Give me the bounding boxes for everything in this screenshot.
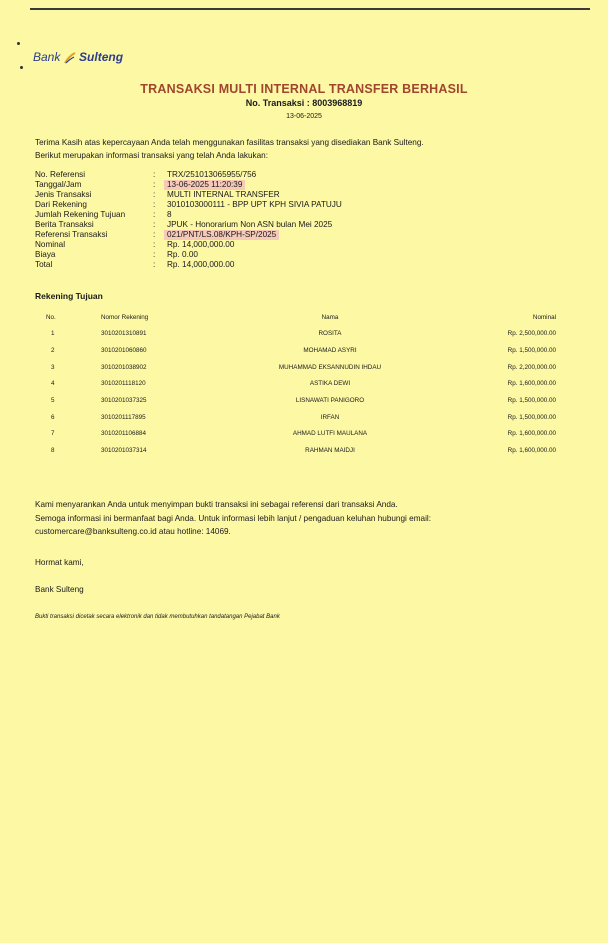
detail-label: Berita Transaksi [35, 220, 94, 229]
bank-signature: Bank Sulteng [35, 585, 84, 594]
detail-label: Dari Rekening [35, 200, 87, 209]
table-row [0, 414, 608, 426]
detail-label: No. Referensi [35, 170, 86, 179]
cell-nama: LISNAWATI PANIGORO [295, 397, 365, 404]
logo-swoosh-icon [64, 52, 76, 64]
salutation: Hormat kami, [35, 558, 84, 567]
cell-nominal: Rp. 2,200,000.00 [507, 364, 556, 371]
detail-label: Total [35, 260, 53, 269]
detail-colon: : [153, 240, 156, 249]
intro-text [35, 137, 424, 162]
detail-value: JPUK - Honorarium Non ASN bulan Mei 2025 [167, 220, 333, 229]
scan-dot [17, 42, 20, 45]
table-row [0, 397, 608, 409]
detail-colon: : [153, 260, 156, 269]
logo-name: Sulteng [79, 50, 124, 64]
closing-text [35, 498, 431, 539]
table-row [0, 330, 608, 342]
logo-prefix: Bank [33, 50, 61, 64]
table-row [0, 380, 608, 392]
cell-nominal: Rp. 1,500,000.00 [507, 414, 556, 421]
detail-colon: : [153, 170, 156, 179]
col-header-nama: Nama [321, 314, 339, 321]
table-row [0, 364, 608, 376]
cell-no: 5 [51, 397, 55, 404]
col-header-nomor: Nomor Rekening [101, 314, 149, 321]
detail-label: Biaya [35, 250, 56, 259]
detail-value: 8 [167, 210, 172, 219]
scan-dot [20, 66, 23, 69]
table-row [0, 447, 608, 459]
cell-no: 4 [51, 380, 55, 387]
detail-value: 13-06-2025 11:20:39 [164, 180, 245, 190]
cell-nomor: 3010201037314 [101, 447, 147, 454]
detail-label: Referensi Transaksi [35, 230, 108, 239]
col-header-nominal: Nominal [532, 314, 556, 321]
rekening-tujuan-title: Rekening Tujuan [35, 291, 103, 301]
cell-nomor: 3010201117895 [101, 414, 146, 421]
closing-line: customercare@banksulteng.co.id atau hotline: 14069. [35, 527, 231, 536]
cell-nama: MUHAMMAD EKSANNUDIN IHDAU [278, 364, 382, 371]
page-title: TRANSAKSI MULTI INTERNAL TRANSFER BERHASIL [140, 82, 468, 96]
cell-nomor: 3010201060860 [101, 347, 147, 354]
detail-label: Jenis Transaksi [35, 190, 92, 199]
cell-nomor: 3010201310891 [101, 330, 147, 337]
detail-label: Jumlah Rekening Tujuan [35, 210, 126, 219]
top-border [30, 8, 590, 10]
transaction-number: No. Transaksi : 8003968819 [245, 98, 363, 108]
cell-nama: MOHAMAD ASYRI [303, 347, 357, 354]
detail-value: 021/PNT/LS.08/KPH-SP/2025 [164, 230, 279, 240]
cell-nama: AHMAD LUTFI MAULANA [292, 430, 368, 437]
detail-colon: : [153, 250, 156, 259]
cell-nominal: Rp. 1,600,000.00 [507, 380, 556, 387]
cell-no: 1 [51, 330, 55, 337]
cell-no: 7 [51, 430, 55, 437]
cell-no: 6 [51, 414, 55, 421]
detail-label: Tanggal/Jam [35, 180, 82, 189]
cell-nominal: Rp. 1,600,000.00 [507, 447, 556, 454]
detail-value: Rp. 14,000,000.00 [167, 260, 235, 269]
cell-nominal: Rp. 1,500,000.00 [507, 347, 556, 354]
intro-line: Terima Kasih atas kepercayaan Anda telah menggunakan fasilitas transaksi yang disediakan Bank Sulteng. [35, 138, 424, 147]
cell-nomor: 3010201037325 [101, 397, 147, 404]
detail-value: 3010103000111 - BPP UPT KPH SIVIA PATUJU [167, 200, 342, 209]
table-row [0, 430, 608, 442]
detail-colon: : [153, 230, 156, 239]
detail-value: Rp. 14,000,000.00 [167, 240, 235, 249]
cell-no: 2 [51, 347, 55, 354]
cell-nama: ASTIKA DEWI [309, 380, 351, 387]
cell-nominal: Rp. 1,500,000.00 [507, 397, 556, 404]
col-header-no: No. [46, 314, 56, 321]
detail-label: Nominal [35, 240, 66, 249]
footer-note: Bukti transaksi dicetak secara elektronik dan tidak membutuhkan tandatangan Pejabat Bank [35, 614, 280, 620]
cell-nomor: 3010201106884 [101, 430, 147, 437]
detail-colon: : [153, 190, 156, 199]
detail-value: Rp. 0.00 [167, 250, 198, 259]
detail-colon: : [153, 210, 156, 219]
cell-nominal: Rp. 2,500,000.00 [507, 330, 556, 337]
detail-value: MULTI INTERNAL TRANSFER [167, 190, 280, 199]
cell-nominal: Rp. 1,600,000.00 [507, 430, 556, 437]
cell-no: 3 [51, 364, 55, 371]
closing-line: Semoga informasi ini bermanfaat bagi Anda. Untuk informasi lebih lanjut / pengaduan keluhan hubungi email: [35, 513, 431, 523]
cell-nama: ROSITA [318, 330, 342, 337]
cell-nama: RAHMAN MAIDJI [305, 447, 355, 454]
table-row [0, 347, 608, 359]
intro-line: Berikut merupakan informasi transaksi yang telah Anda lakukan: [35, 150, 269, 160]
closing-line: Kami menyarankan Anda untuk menyimpan bukti transaksi ini sebagai referensi dari transaksi Anda. [35, 500, 398, 509]
detail-colon: : [153, 200, 156, 209]
transaction-date: 13-06-2025 [286, 113, 322, 120]
detail-colon: : [153, 180, 156, 189]
cell-nama: IRFAN [320, 414, 340, 421]
cell-no: 8 [51, 447, 55, 454]
detail-value: TRX/251013065955/756 [167, 170, 257, 179]
bank-logo [33, 50, 123, 64]
cell-nomor: 3010201038902 [101, 364, 147, 371]
cell-nomor: 3010201118120 [101, 380, 146, 387]
detail-colon: : [153, 220, 156, 229]
